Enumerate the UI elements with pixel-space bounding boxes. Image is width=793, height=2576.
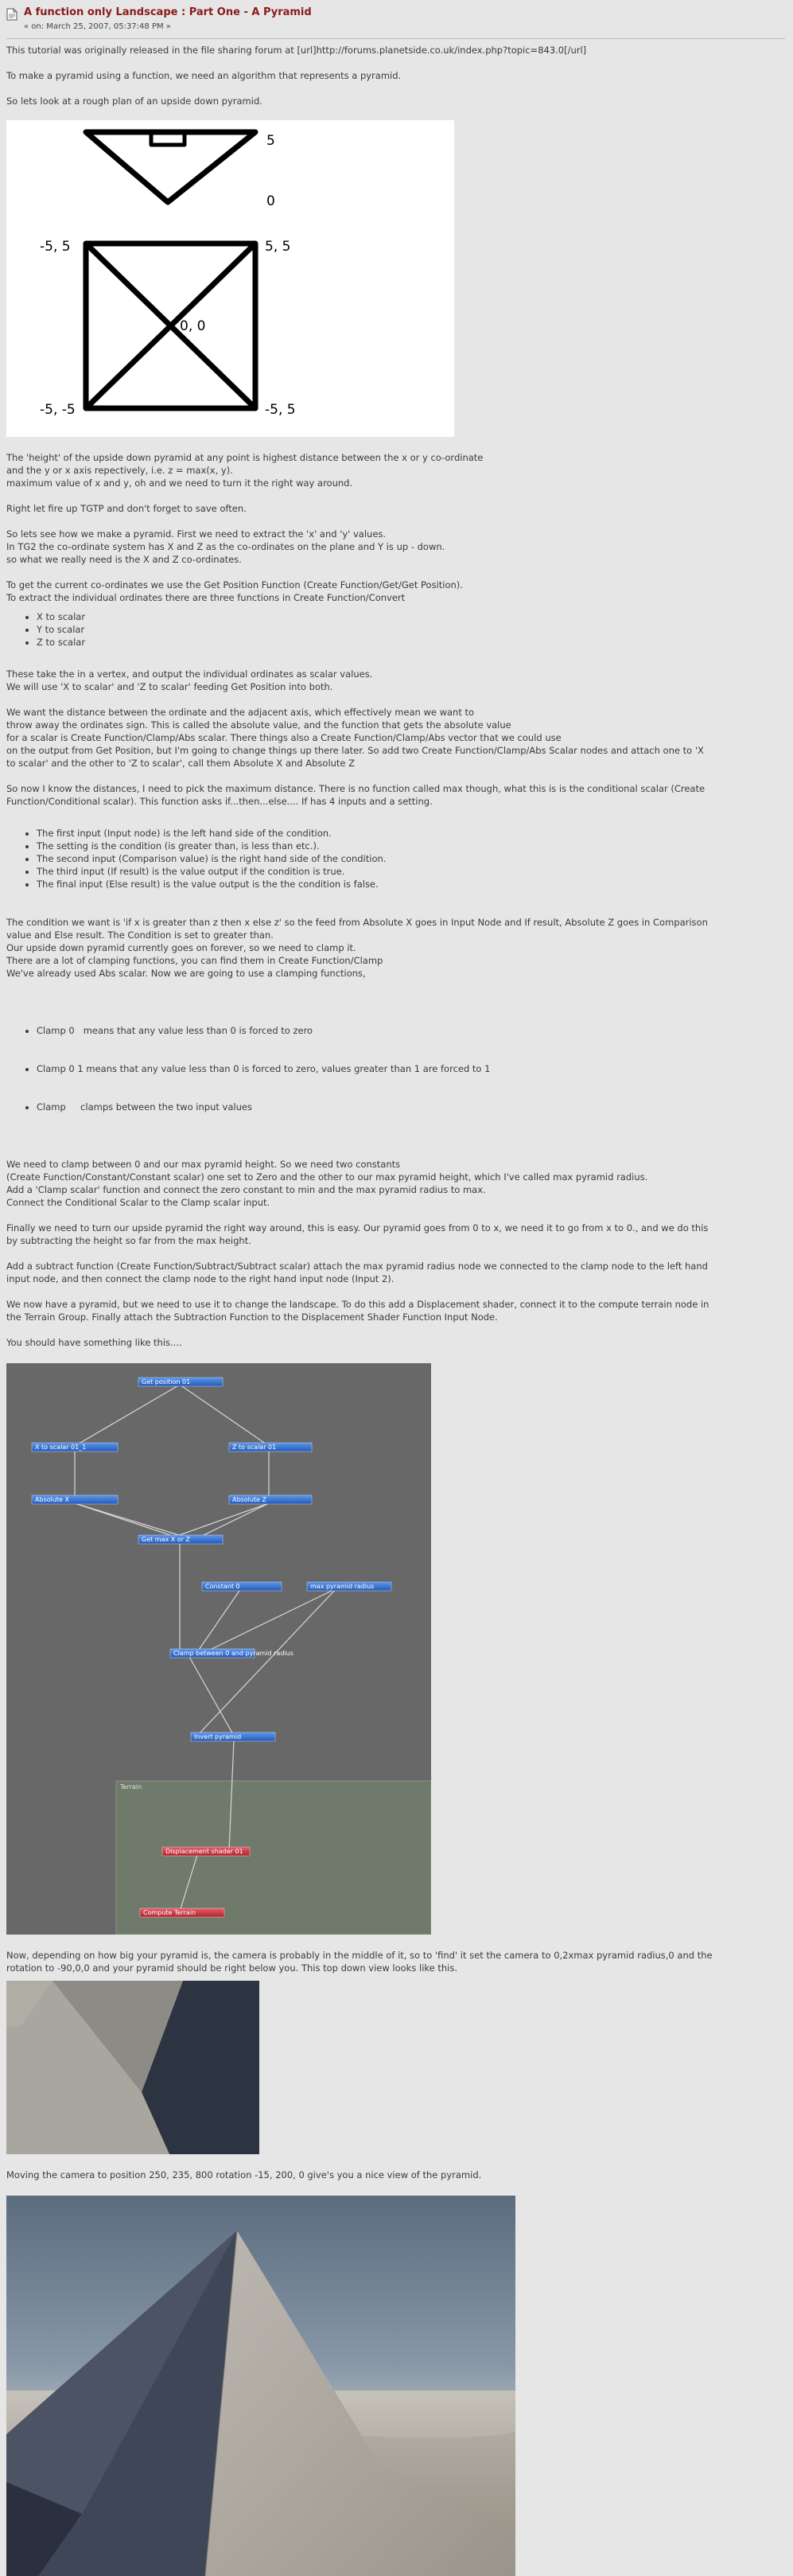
node-z-to-scalar-label: Z to scalar 01 [232, 1444, 277, 1451]
para-moving: Moving the camera to position 250, 235, 800 rotation -15, 200, 0 give's you a nice view of the pyramid. [6, 2169, 482, 2180]
para-condition-line: The condition we want is 'if x is greater than z then x else z' so the feed from Absolute X goes in Input Node and If result, Absolute Z goes in Comparison [6, 917, 708, 928]
intro-line-3: So lets look at a rough plan of an upside down pyramid. [6, 95, 262, 107]
para-height [6, 451, 785, 489]
para-save: Right let fire up TGTP and don't forget to save often. [6, 503, 247, 514]
para-max-line: Function/Conditional scalar). This function asks if...then...else.... If has 4 inputs and a setting. [6, 796, 433, 807]
post-title[interactable]: A function only Landscape : Part One - A Pyramid [24, 6, 312, 18]
node-max-radius-label: max pyramid radius [310, 1583, 375, 1590]
para-invert [6, 1222, 785, 1247]
list-item: • Clamp 0 1 means that any value less than 0 is forced to zero, values greater than 1 are forced to 1 [37, 1062, 785, 1075]
list-item: • X to scalar [37, 610, 785, 623]
para-getpos-line: To get the current co-ordinates we use the Get Position Function (Create Function/Get/Get Position). [6, 579, 463, 590]
para-getpos [6, 579, 785, 604]
para-condition-line: There are a lot of clamping functions, you can find them in Create Function/Clamp [6, 955, 383, 966]
node-clamp-label: Clamp between 0 and pyramid radius [173, 1650, 293, 1657]
para-clamp-line: Add a 'Clamp scalar' function and connect the zero constant to min and the max pyramid radius to max. [6, 1184, 486, 1195]
label-corner-bottom-right: -5, 5 [265, 402, 296, 418]
para-vertex-line: These take the in a vertex, and output the individual ordinates as scalar values. [6, 668, 373, 680]
para-see [6, 528, 785, 566]
para-distance-line: throw away the ordinates sign. This is called the absolute value, and the function that gets the absolute value [6, 719, 511, 731]
para-clamp-line: We need to clamp between 0 and our max pyramid height. So we need two constants [6, 1159, 401, 1170]
node-get-position-label: Get position 01 [142, 1378, 191, 1385]
post-header [6, 6, 785, 39]
para-condition [6, 916, 785, 980]
para-clamp [6, 1158, 785, 1209]
convert-list [6, 610, 785, 649]
clamp-list [6, 999, 785, 1139]
para-subtract-line: input node, and then connect the clamp node to the right hand input node (Input 2). [6, 1273, 395, 1284]
intro-line-1: This tutorial was originally released in the file sharing forum at [url]http://forums.planetside.co.uk/index.php?topic=843.0[/url] [6, 45, 587, 56]
para-camera-line: rotation to -90,0,0 and your pyramid should be right below you. This top down view looks like this. [6, 1962, 458, 1974]
para-subtract-line: Add a subtract function (Create Function/Subtract/Subtract scalar) attach the max pyramid radius node we connected to the clamp node to the left hand [6, 1261, 708, 1272]
para-distance-line: for a scalar is Create Function/Clamp/Abs scalar. There things also a Create Function/Clamp/Abs vector that we could use [6, 732, 562, 743]
para-should: You should have something like this.... [6, 1337, 182, 1348]
label-corner-top-right: 5, 5 [265, 239, 291, 255]
node-graph-figure [6, 1363, 431, 1935]
para-camera [6, 1949, 785, 1974]
node-invert-label: Invert pyramid [194, 1733, 242, 1740]
para-distance [6, 706, 785, 770]
para-getpos-line: To extract the individual ordinates there are three functions in Create Function/Convert [6, 592, 406, 603]
node-displacement-label: Displacement shader 01 [165, 1848, 243, 1855]
label-height-5: 5 [266, 133, 275, 149]
para-distance-line: on the output from Get Position, but I'm going to change things up there later. So add two Create Function/Clamp/Abs Scalar nodes and attach one to 'X [6, 745, 704, 756]
para-distance-line: to scalar' and the other to 'Z to scalar', call them Absolute X and Absolute Z [6, 758, 356, 769]
para-displace [6, 1298, 785, 1323]
list-item: • Clamp 0 means that any value less than 0 is forced to zero [37, 1024, 785, 1037]
list-item: • The third input (If result) is the value output if the condition is true. [37, 865, 785, 878]
para-max-line: So now I know the distances, I need to pick the maximum distance. There is no function called max though, what this is is the conditional scalar (Create [6, 783, 706, 794]
top-down-render [6, 1981, 259, 2154]
para-displace-line: We now have a pyramid, but we need to use it to change the landscape. To do this add a Displacement shader, connect it to the compute terrain node in [6, 1299, 709, 1310]
list-item: • The final input (Else result) is the value output is the the condition is false. [37, 878, 785, 890]
label-corner-bottom-left: -5, -5 [40, 402, 76, 418]
pyramid-plan-figure [6, 120, 454, 437]
terrain-group-label: Terrain [120, 1783, 142, 1791]
para-see-line: In TG2 the co-ordinate system has X and Z as the co-ordinates on the plane and Y is up - down. [6, 541, 445, 552]
intro-line-2: To make a pyramid using a function, we need an algorithm that represents a pyramid. [6, 70, 402, 81]
list-item: • Clamp clamps between the two input values [37, 1101, 785, 1113]
node-compute-terrain-label: Compute Terrain [143, 1909, 196, 1916]
para-see-line: so what we really need is the X and Z co-ordinates. [6, 554, 242, 565]
node-get-max-label: Get max X or Z [142, 1536, 191, 1543]
list-item: • The second input (Comparison value) is the right hand side of the condition. [37, 852, 785, 865]
para-clamp-line: (Create Function/Constant/Constant scalar) one set to Zero and the other to our max pyramid height, which I've called max pyramid radius. [6, 1171, 648, 1183]
para-invert-line: by subtracting the height so far from the max height. [6, 1235, 251, 1246]
para-distance-line: We want the distance between the ordinate and the adjacent axis, which effectively mean we want to [6, 707, 475, 718]
para-vertex [6, 668, 785, 693]
para-displace-line: the Terrain Group. Finally attach the Subtraction Function to the Displacement Shader Function Input Node. [6, 1311, 498, 1323]
list-item: • Y to scalar [37, 623, 785, 636]
list-item: • The setting is the condition (is greater than, is less than etc.). [37, 840, 785, 852]
node-constant-label: Constant 0 [205, 1583, 240, 1590]
para-condition-line: Our upside down pyramid currently goes on forever, so we need to clamp it. [6, 942, 356, 953]
para-max [6, 782, 785, 808]
para-see-line: So lets see how we make a pyramid. First we need to extract the 'x' and 'y' values. [6, 528, 387, 540]
label-center: 0, 0 [180, 318, 206, 334]
para-invert-line: Finally we need to turn our upside pyramid the right way around, this is easy. Our pyramid goes from 0 to x, we need it to go from x to 0., and we do this [6, 1222, 709, 1233]
list-item: • Z to scalar [37, 636, 785, 649]
node-absolute-x-label: Absolute X [35, 1496, 69, 1503]
para-clamp-line: Connect the Conditional Scalar to the Clamp scalar input. [6, 1197, 270, 1208]
pyramid-render [6, 2196, 515, 2576]
document-icon [6, 8, 17, 21]
para-camera-line: Now, depending on how big your pyramid is, the camera is probably in the middle of it, so to 'find' it set the camera to 0,2xmax pyramid radius,0 and the [6, 1950, 713, 1961]
label-corner-top-left: -5, 5 [40, 239, 71, 255]
para-vertex-line: We will use 'X to scalar' and 'Z to scalar' feeding Get Position into both. [6, 681, 333, 692]
list-item: • The first input (Input node) is the left hand side of the condition. [37, 827, 785, 840]
node-x-to-scalar-label: X to scalar 01_1 [35, 1444, 87, 1451]
post-body [6, 39, 785, 2576]
para-condition-line: value and Else result. The Condition is set to greater than. [6, 929, 274, 941]
conditional-list [6, 827, 785, 890]
label-height-0: 0 [266, 193, 275, 209]
para-condition-line: We've already used Abs scalar. Now we are going to use a clamping functions, [6, 968, 366, 979]
para-subtract [6, 1260, 785, 1285]
node-absolute-z-label: Absolute Z [232, 1496, 266, 1503]
para-height-line: maximum value of x and y, oh and we need to turn it the right way around. [6, 477, 353, 489]
para-height-line: and the y or x axis repectively, i.e. z = max(x, y). [6, 465, 233, 476]
para-height-line: The 'height' of the upside down pyramid at any point is highest distance between the x or y co-ordinate [6, 452, 484, 463]
post-date: « on: March 25, 2007, 05:37:48 PM » [24, 22, 171, 31]
